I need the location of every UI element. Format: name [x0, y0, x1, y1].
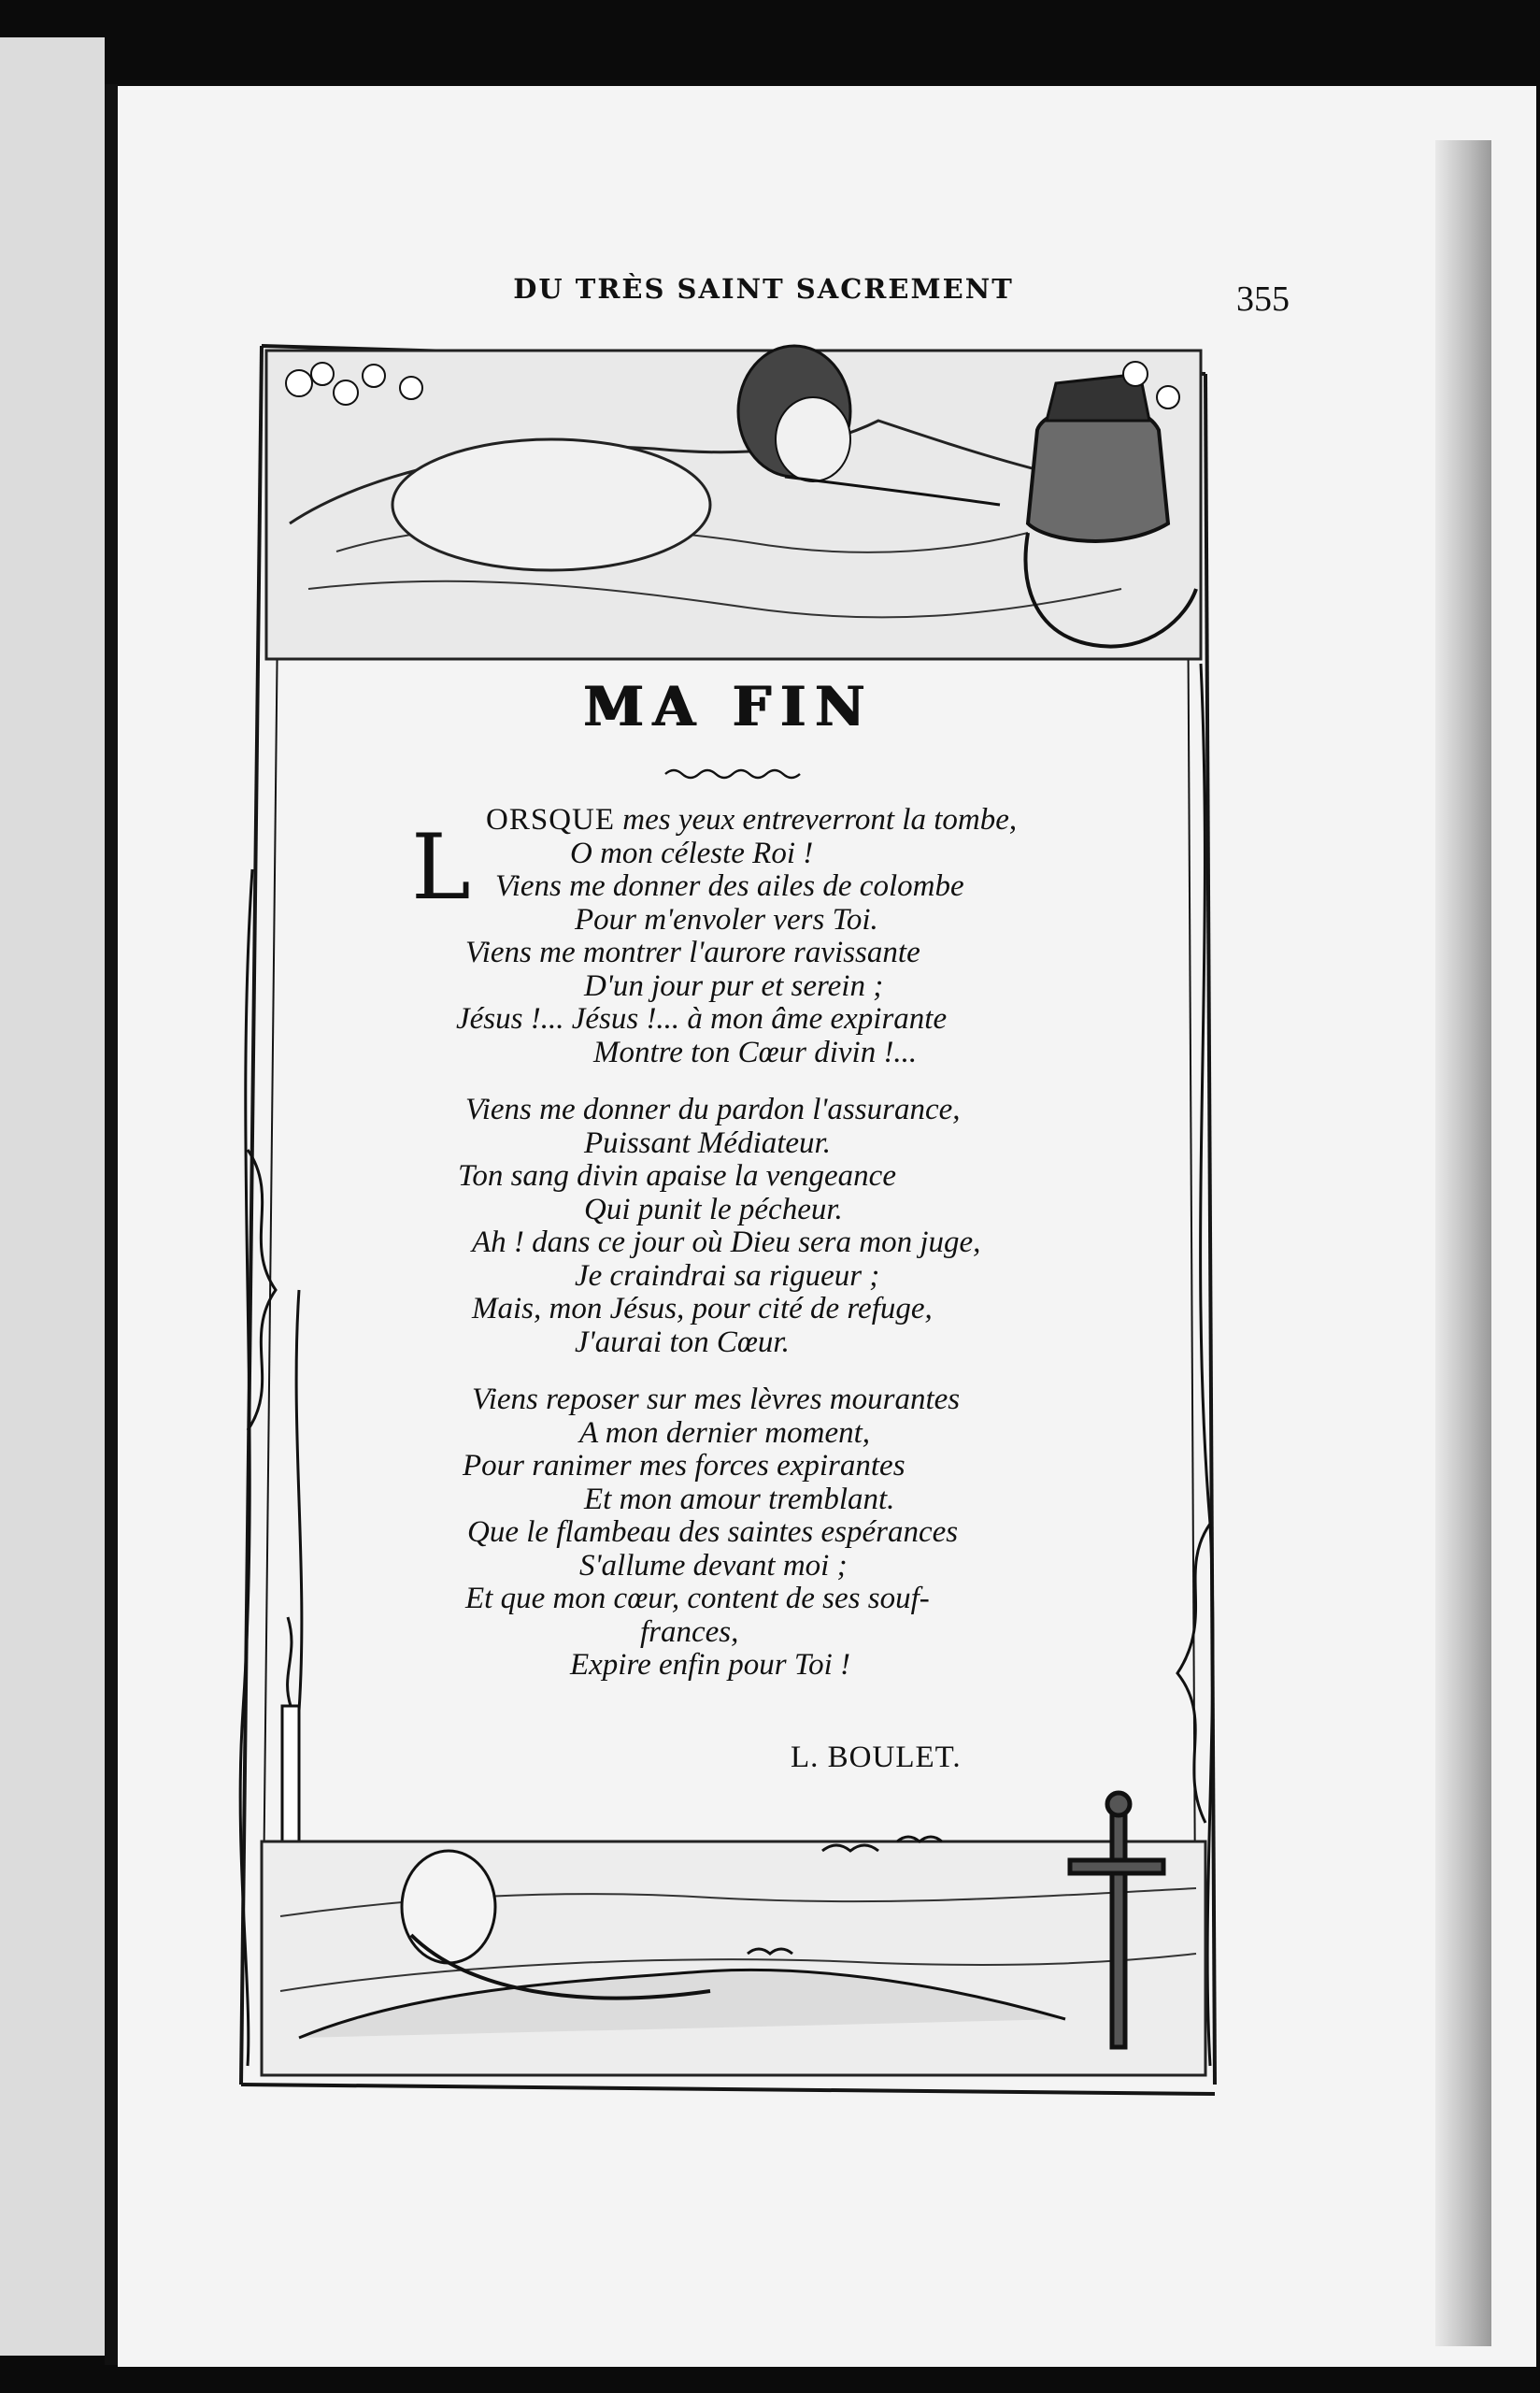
poem-title: MA FIN [583, 675, 875, 738]
angel-and-bell-illustration [266, 346, 1201, 659]
poem-line-text: mes yeux entreverront la tombe, [615, 803, 1018, 837]
poem-line: Montre ton Cœur divin !... [593, 1035, 918, 1069]
title-ornament-rule [663, 765, 804, 783]
poem-line: Je craindrai sa rigueur ; [575, 1258, 880, 1293]
poem-line: Viens me donner des ailes de colombe [495, 869, 964, 903]
poem-line: Ton sang divin apaise la vengeance [458, 1159, 896, 1193]
poem-line: Viens me montrer l'aurore ravissante [465, 936, 920, 969]
poem-line: Pour m'envoler vers Toi. [575, 902, 878, 937]
poem-line: J'aurai ton Cœur. [575, 1325, 790, 1359]
poem-line: Pour ranimer mes forces expirantes [463, 1449, 905, 1483]
poem-line: Mais, mon Jésus, pour cité de refuge, [472, 1292, 933, 1325]
poem-line: O mon céleste Roi ! [570, 836, 814, 870]
poem-line: Et que mon cœur, content de ses souf- [465, 1582, 930, 1615]
poem-line [430, 804, 1103, 838]
poem-body [430, 804, 1103, 1683]
drop-cap: L [411, 815, 471, 920]
poem-line: Viens me donner du pardon l'assurance, [465, 1093, 961, 1126]
poem-line: frances, [640, 1614, 739, 1649]
poem-line: A mon dernier moment, [579, 1415, 871, 1450]
running-head: DU TRÈS SAINT SACREMENT [513, 273, 1014, 305]
poem-line: Viens reposer sur mes lèvres mourantes [472, 1383, 961, 1416]
deathbed-scene-illustration [262, 1793, 1205, 2075]
poem-line: D'un jour pur et serein ; [584, 968, 884, 1003]
poem-line: Ah ! dans ce jour où Dieu sera mon juge, [472, 1225, 981, 1259]
poem-line: Que le flambeau des saintes espérances [467, 1515, 959, 1549]
poem-line: Puissant Médiateur. [584, 1125, 831, 1160]
book-gutter [105, 84, 118, 2365]
poem-line: S'allume devant moi ; [579, 1548, 848, 1583]
poem-signature: L. BOULET. [791, 1741, 962, 1774]
poem-line: Expire enfin pour Toi ! [570, 1648, 851, 1682]
page-number: 355 [1236, 279, 1290, 319]
poem-line: Qui punit le pécheur. [584, 1192, 843, 1226]
poem-line: Et mon amour tremblant. [584, 1482, 895, 1516]
page-stack-edge [1435, 140, 1491, 2346]
first-word: ORSQUE [486, 803, 616, 837]
poem-line: Jésus !... Jésus !... à mon âme expirante [456, 1002, 948, 1036]
facing-page-edge [0, 37, 105, 2356]
